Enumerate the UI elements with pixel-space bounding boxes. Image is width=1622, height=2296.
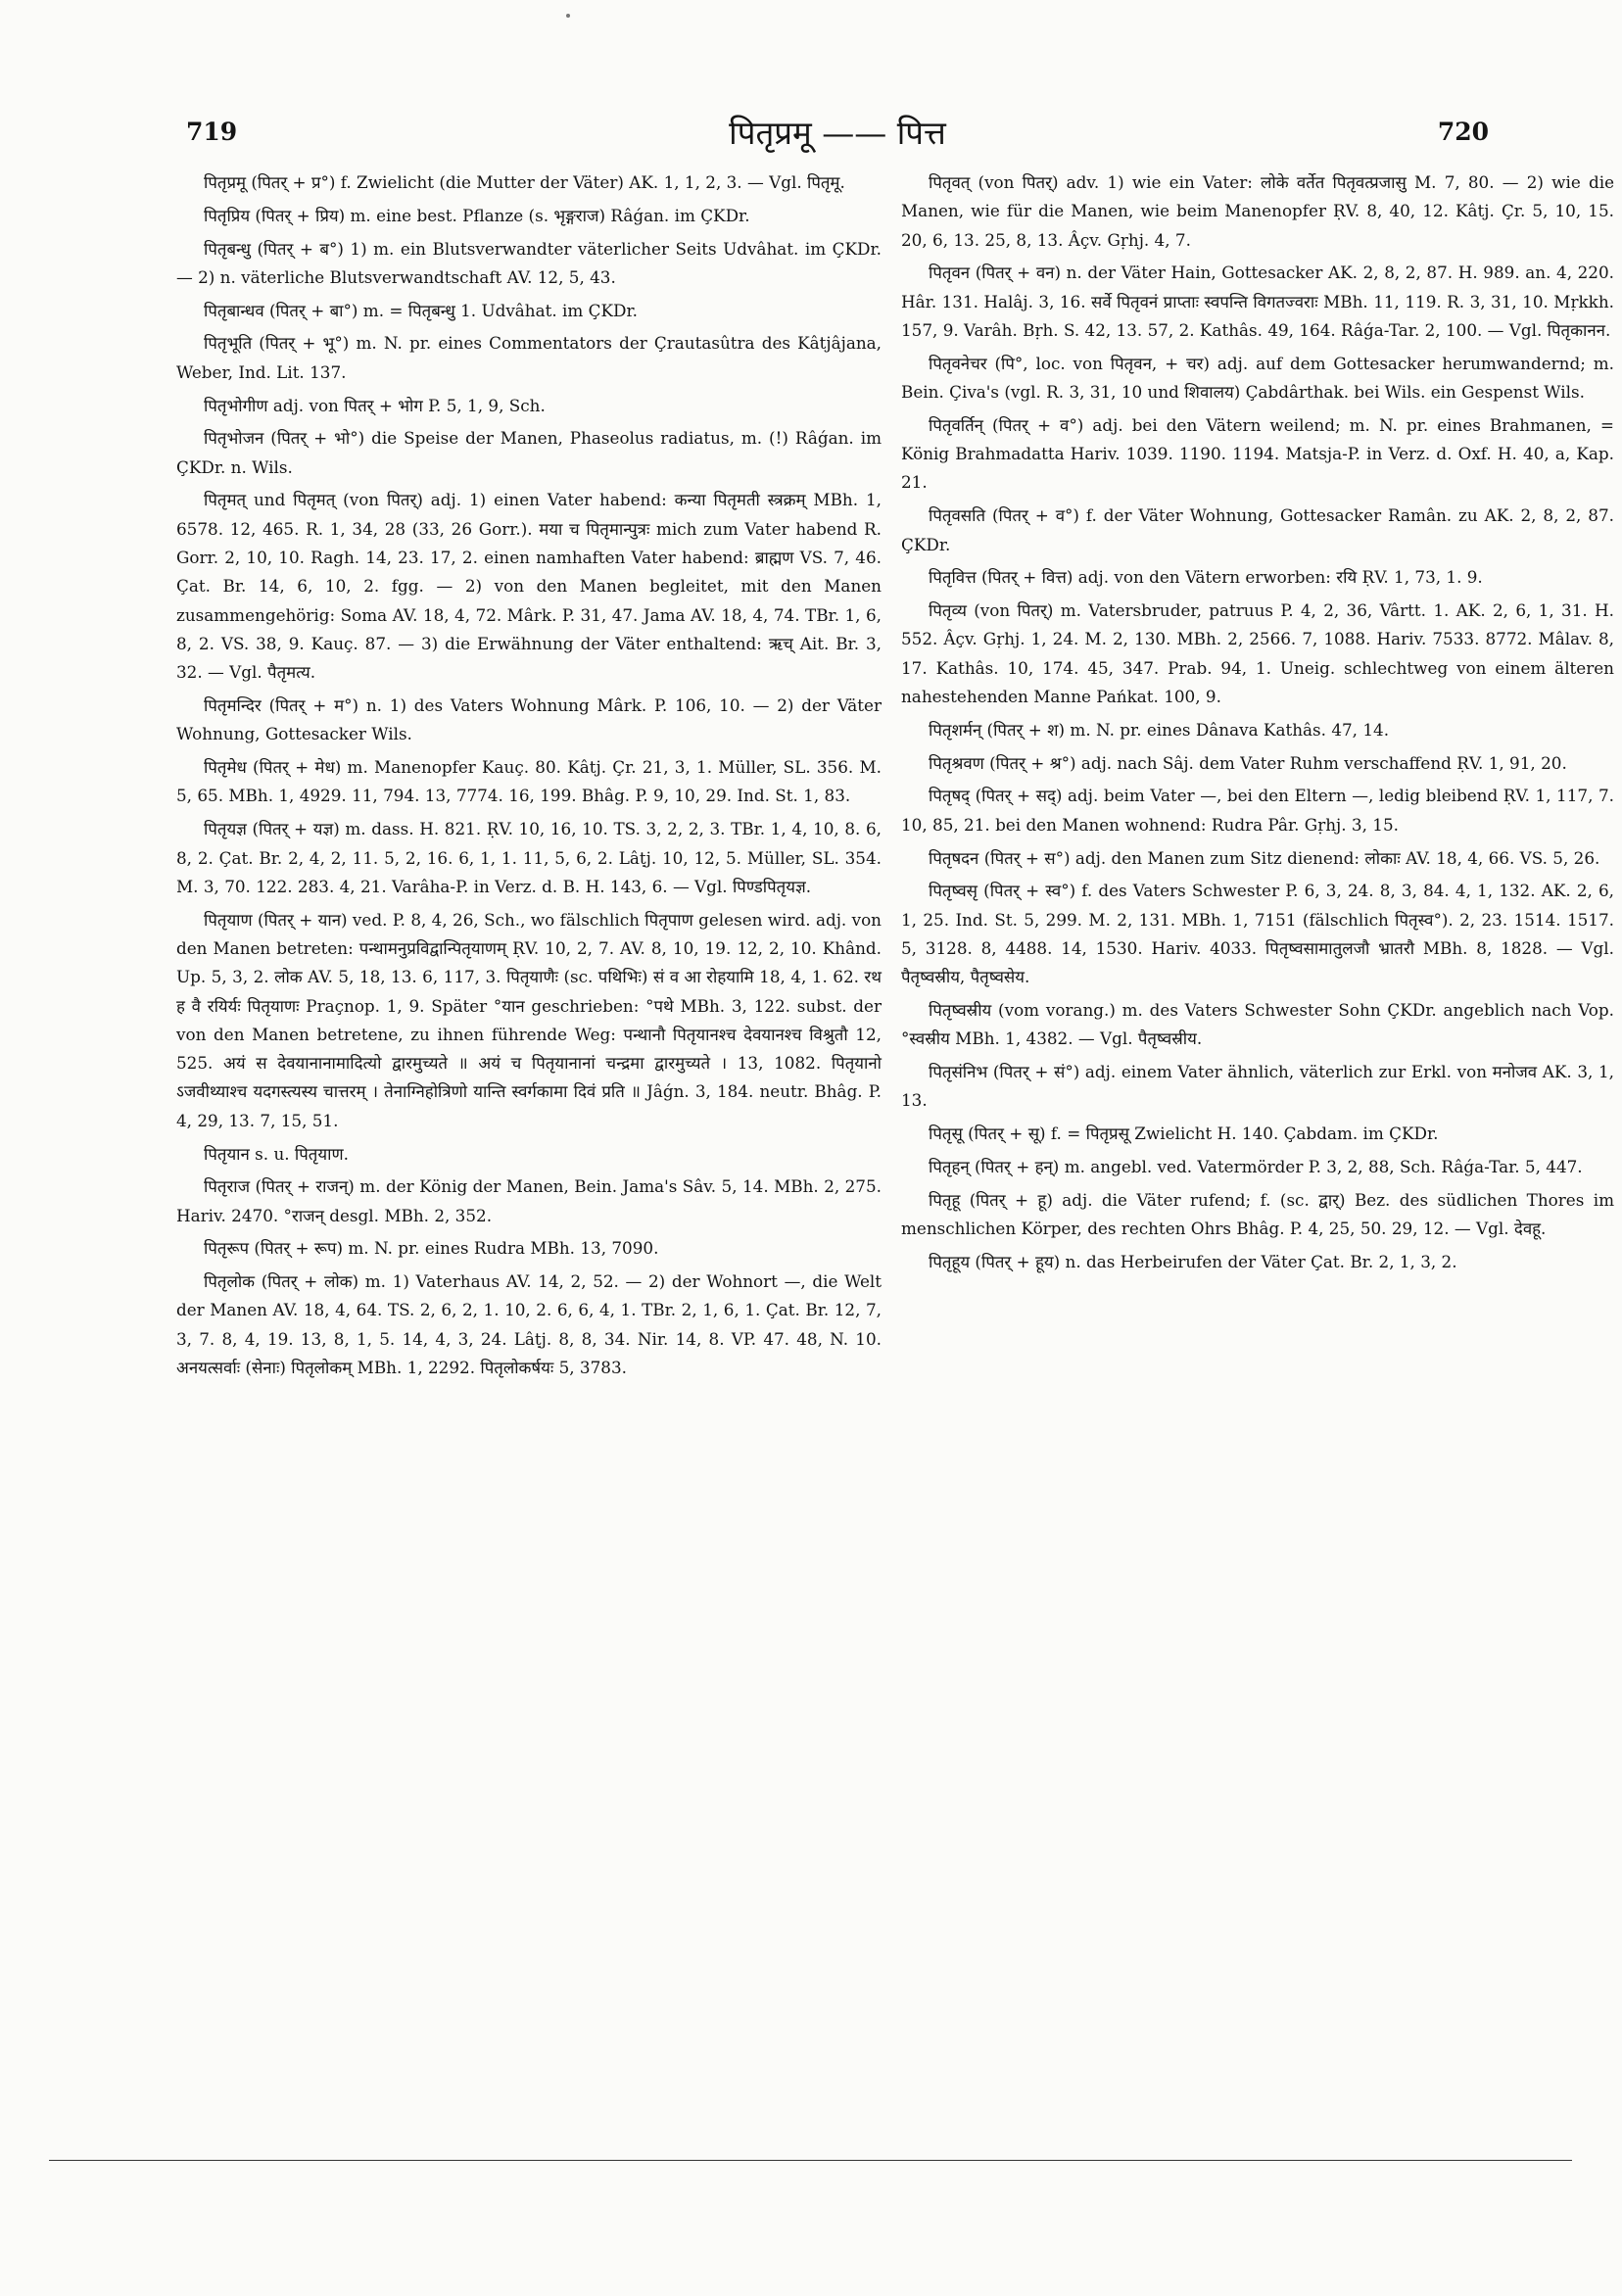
dictionary-entry: पितृमत् und पितृमत् (von पितर्) adj. 1) einen Vater habend: कन्या पितृमती स्त्रक्रम् MBh. 1, 6578. 12, 465. R. 1, 34, 28 (33, 26 Gorr.). मया च पितृमान्पुत्रः mich zum Vater habend R. Gorr. 2, 10, 10. Ragh. 14, 23. 17, 2. einen namhaften Vater habend: ब्राह्मण VS. 7, 46. Çat. Br. 14, 6, 10, 2. fgg. — 2) von den Manen begleitet, mit den Manen zusammengehörig: Soma AV. 18, 4, 72. Mârk. P. 31, 47. Jama AV. 18, 4, 74. TBr. 1, 6, 8, 2. VS. 38, 9. Kauç. 87. — 3) die Erwähnung der Väter enthaltend: ऋच् Ait. Br. 3, 32. — Vgl. पैतृमत्य. <box>176 490 882 683</box>
dictionary-entry: पितृयान s. u. पितृयाण. <box>204 1143 349 1164</box>
dictionary-entry: पितृरूप (पितर् + रूप) m. N. pr. eines Rudra MBh. 13, 7090. <box>204 1238 659 1259</box>
dictionary-entry: पितृहूय (पितर् + हूय) n. das Herbeirufen der Väter Çat. Br. 2, 1, 3, 2. <box>929 1251 1457 1271</box>
dictionary-entry: पितृवसति (पितर् + व°) f. der Väter Wohnung, Gottesacker Ramân. zu AK. 2, 8, 2, 87. ÇKDr. <box>901 505 1614 554</box>
left-column <box>176 168 882 1387</box>
dictionary-entry: पितृष्वस्रीय (vom vorang.) m. des Vaters Schwester Sohn ÇKDr. angeblich nach Vop. °स्वस्रीय MBh. 1, 4382. — Vgl. पैतृष्वस्रीय. <box>901 1000 1614 1049</box>
dictionary-entry: पितृभोगीण adj. von पितर् + भोग P. 5, 1, 9, Sch. <box>204 395 546 415</box>
dictionary-entry: पितृहन् (पितर् + हन्) m. angebl. ved. Vatermörder P. 3, 2, 88, Sch. Râǵa-Tar. 5, 447. <box>929 1157 1583 1176</box>
dictionary-entry: पितृलोक (पितर् + लोक) m. 1) Vaterhaus AV. 14, 2, 52. — 2) der Wohnort —, die Welt der Manen AV. 18, 4, 64. TS. 2, 6, 2, 1. 10, 2. 6, 6, 4, 1. TBr. 2, 1, 6, 1. Çat. Br. 12, 7, 3, 7. 8, 4, 19. 13, 8, 1, 5. 14, 4, 3, 24. Lâṭj. 8, 8, 34. Nir. 14, 8. VP. 47. 48, N. 10. अनयत्सर्वाः (सेनाः) पितृलोकम् MBh. 1, 2292. पितृलोकर्षयः 5, 3783. <box>176 1271 882 1378</box>
dictionary-entry: पितृषद् (पितर् + सद्) adj. beim Vater —, bei den Eltern —, ledig bleibend ṚV. 1, 117, 7. 10, 85, 21. bei den Manen wohnend: Rudra Pâr. Gṛhj. 3, 15. <box>901 786 1614 835</box>
dictionary-entry: पितृषदन (पितर् + स°) adj. den Manen zum Sitz dienend: लोकाः AV. 18, 4, 66. VS. 5, 26. <box>929 847 1600 868</box>
running-head: पितृप्रमू —— पित्त <box>729 114 946 152</box>
dictionary-entry: पितृराज (पितर् + राजन्) m. der König der Manen, Bein. Jama's Sâv. 5, 14. MBh. 2, 275. Hariv. 2470. °राजन् desgl. MBh. 2, 352. <box>176 1176 882 1225</box>
dictionary-entry: पितृमन्दिर (पितर् + म°) n. 1) des Vaters Wohnung Mârk. P. 106, 10. — 2) der Väter Wohnung, Gottesacker Wils. <box>176 695 882 744</box>
dictionary-entry: पितृसंनिभ (पितर् + सं°) adj. einem Vater ähnlich, väterlich zur Erkl. von मनोजव AK. 3, 1, 13. <box>901 1062 1614 1111</box>
dictionary-entry: पितृवत् (von पितर्) adv. 1) wie ein Vater: लोके वर्तेत पितृवत्प्रजासु M. 7, 80. — 2) wie die Manen, wie für die Manen, wie beim Manenopfer ṚV. 8, 40, 12. Kâtj. Çr. 5, 10, 15. 20, 6, 13. 25, 8, 13. Âçv. Gṛhj. 4, 7. <box>901 172 1614 250</box>
dictionary-entry: पितृभूति (पितर् + भू°) m. N. pr. eines Commentators der Çrautasûtra des Kâtjâjana, Weber, Ind. Lit. 137. <box>176 333 882 382</box>
dictionary-entry: पितृमेध (पितर् + मेध) m. Manenopfer Kauç. 80. Kâtj. Çr. 21, 3, 1. Müller, SL. 356. M. 5, 65. MBh. 1, 4929. 11, 794. 13, 7774. 16, 199. Bhâg. P. 9, 10, 29. Ind. St. 1, 83. <box>176 757 882 806</box>
dictionary-entry: पितृबान्धव (पितर् + बा°) m. = पितृबन्धु 1. Udvâhat. im ÇKDr. <box>204 300 638 320</box>
dictionary-entry: पितृसू (पितर् + सू) f. = पितृप्रसू Zwielicht H. 140. Çabdam. im ÇKDr. <box>929 1124 1439 1144</box>
left-page-number: 719 <box>186 118 238 146</box>
dictionary-entry: पितृवर्तिन् (पितर् + व°) adj. bei den Vätern weilend; m. N. pr. eines Brahmanen, = König Brahmadatta Hariv. 1039. 1190. 1194. Matsja-P. in Verz. d. Oxf. H. 40, a, Kap. 21. <box>901 414 1614 493</box>
right-column <box>901 168 1614 1281</box>
scan-speck <box>566 14 570 18</box>
dictionary-entry: पितृष्वसृ (पितर् + स्व°) f. des Vaters Schwester P. 6, 3, 24. 8, 3, 84. 4, 1, 132. AK. 2, 6, 1, 25. Ind. St. 5, 299. M. 2, 131. MBh. 1, 7151 (fälschlich पितृस्व°). 2, 23. 1514. 1517. 5, 3128. 8, 4488. 14, 1530. Hariv. 4033. पितृष्वसामातुलजौ भ्रातरौ MBh. 8, 1828. — Vgl. पैतृष्वस्रीय, पैतृष्वसेय. <box>901 881 1614 987</box>
dictionary-entry: पितृबन्धु (पितर् + ब°) 1) m. ein Blutsverwandter väterlicher Seits Udvâhat. im ÇKDr. — 2) n. väterliche Blutsverwandtschaft AV. 12, 5, 43. <box>176 238 882 287</box>
dictionary-entry: पितृवन (पितर् + वन) n. der Väter Hain, Gottesacker AK. 2, 8, 2, 87. H. 989. an. 4, 220. Hâr. 131. Halâj. 3, 16. सर्वे पितृवनं प्राप्ताः स्वपन्ति विगतज्वराः MBh. 11, 119. R. 3, 31, 10. Mṛkkh. 157, 9. Varâh. Bṛh. S. 42, 13. 57, 2. Kathâs. 49, 164. Râǵa-Tar. 2, 100. — Vgl. पितृकानन. <box>901 263 1614 340</box>
dictionary-entry: पितृव्य (von पितर्) m. Vatersbruder, patruus P. 4, 2, 36, Vârtt. 1. AK. 2, 6, 1, 31. H. 552. Âçv. Gṛhj. 1, 24. M. 2, 130. MBh. 2, 2566. 7, 1088. Hariv. 7533. 8772. Mâlav. 8, 17. Kathâs. 10, 174. 45, 347. Prab. 94, 1. Uneig. schlechtweg von einem älteren nahestehenden Manne Pańkat. 100, 9. <box>901 600 1614 707</box>
page-header <box>186 110 1489 159</box>
dictionary-entry: पितृप्रिय (पितर् + प्रिय) m. eine best. Pflanze (s. भृङ्गराज) Râǵan. im ÇKDr. <box>204 205 750 225</box>
right-page-number: 720 <box>1437 118 1489 146</box>
dictionary-entry: पितृशर्मन् (पितर् + श) m. N. pr. eines Dânava Kathâs. 47, 14. <box>929 719 1390 740</box>
dictionary-entry: पितृवित्त (पितर् + वित्त) adj. von den Vätern erworben: रयि ṚV. 1, 73, 1. 9. <box>929 567 1483 588</box>
dictionary-entry: पितृवनेचर (पि°, loc. von पितृवन, + चर) adj. auf dem Gottesacker herumwandernd; m. Bein. Çiva's (vgl. R. 3, 31, 10 und शिवालय) Çabdârthak. bei Wils. ein Gespenst Wils. <box>901 353 1614 403</box>
dictionary-entry: पितृहू (पितर् + हू) adj. die Väter rufend; f. (sc. द्वार्) Bez. des südlichen Thores im menschlichen Körper, des rechten Ohrs Bhâg. P. 4, 25, 50. 29, 12. — Vgl. देवहू. <box>901 1189 1614 1239</box>
dictionary-entry: पितृयाण (पितर् + यान) ved. P. 8, 4, 26, Sch., wo fälschlich पितृपाण gelesen wird. adj. von den Manen betreten: पन्थामनुप्रविद्वान्पितृयाणम् ṚV. 10, 2, 7. AV. 8, 10, 19. 12, 2, 10. Khând. Up. 5, 3, 2. लोक AV. 5, 18, 13. 6, 117, 3. पितृयाणैः (sc. पथिभिः) सं व आ रोहयामि 18, 4, 1. 62. रथ ह वै रयिर्यः पितृयाणः Praçnop. 1, 9. Später °यान geschrieben: °पथे MBh. 3, 122. subst. der von den Manen betretene, zu ihnen führende Weg: पन्थानौ पितृयानश्च देवयानश्च विश्रुतौ 12, 525. अयं स देवयानानामादित्यो द्वारमुच्यते ॥ अयं च पितृयानानां चन्द्रमा द्वारमुच्यते । 13, 1082. पितृयानो ऽजवीथ्याश्च यदगस्त्यस्य चात्तरम् । तेनाग्निहोत्रिणो यान्ति स्वर्गकामा दिवं प्रति ॥ Jâǵn. 3, 184. neutr. Bhâg. P. 4, 29, 13. 7, 15, 51. <box>176 909 882 1130</box>
dictionary-entry: पितृयज्ञ (पितर् + यज्ञ) m. dass. H. 821. ṚV. 10, 16, 10. TS. 3, 2, 2, 3. TBr. 1, 4, 10, 8. 6, 8, 2. Çat. Br. 2, 4, 2, 11. 5, 2, 16. 6, 1, 1. 11, 5, 6, 2. Lâṭj. 10, 12, 5. Müller, SL. 354. M. 3, 70. 122. 283. 4, 21. Varâha-P. in Verz. d. B. H. 143, 6. — Vgl. पिण्डपितृयज्ञ. <box>176 819 882 896</box>
dictionary-entry: पितृभोजन (पितर् + भो°) die Speise der Manen, Phaseolus radiatus, m. (!) Râǵan. im ÇKDr. n. Wils. <box>176 428 882 477</box>
dictionary-entry: पितृप्रमू (पितर् + प्र°) f. Zwielicht (die Mutter der Väter) AK. 1, 1, 2, 3. — Vgl. पितृमू. <box>204 172 845 192</box>
dictionary-entry: पितृश्रवण (पितर् + श्र°) adj. nach Sâj. dem Vater Ruhm verschaffend ṚV. 1, 91, 20. <box>929 752 1567 773</box>
footer-rule <box>49 2160 1572 2161</box>
